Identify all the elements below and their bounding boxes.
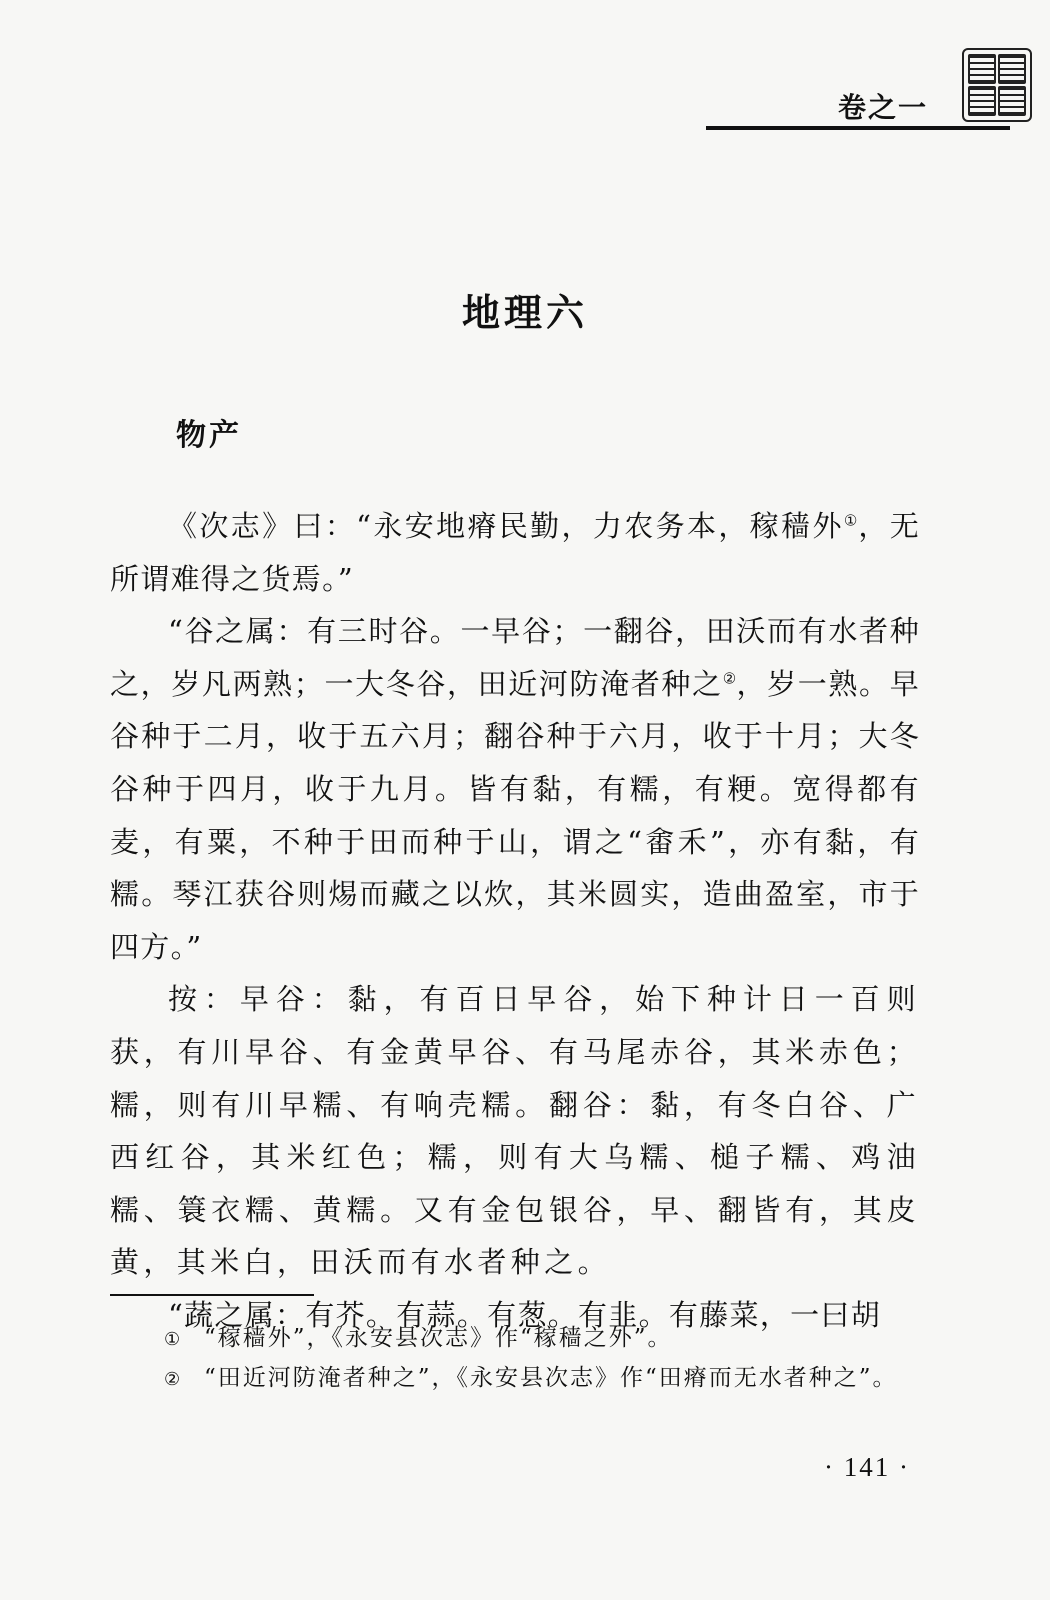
footnote-rule: [110, 1294, 314, 1296]
footnotes: [110, 1320, 920, 1400]
footnote: [110, 1320, 920, 1358]
footnote-ref[interactable]: ①: [843, 511, 859, 530]
page-number: · 141 ·: [824, 1452, 910, 1482]
footnote-text: “稼穑外”，《永安县次志》作“稼穑之外”。: [204, 1325, 673, 1351]
body-text: [110, 500, 920, 1342]
seal-quadrant: [998, 86, 1026, 116]
footnote-mark: ①: [164, 1329, 183, 1350]
seal-logo-icon: [962, 48, 1032, 122]
paragraph-text: 《次志》曰：“永安地瘠民勤，力农务本，稼穑外: [168, 509, 844, 543]
chapter-label: 卷之一: [837, 91, 928, 124]
section-title: 物产: [176, 418, 242, 453]
paragraph: 按：早谷：黏，有百日早谷，始下种计日一百则获，有川早谷、有金黄早谷、有马尾赤谷，其米赤色；糯，则有川早糯、有响壳糯。翻谷：黏，有冬白谷、广西红谷，其米红色；糯，则有大乌糯、槌子糯、鸡油糯、簑衣糯、黄糯。又有金包银谷，早、翻皆有，其皮黄，其米白，田沃而有水者种之。: [110, 982, 920, 1280]
footnote: [110, 1360, 920, 1398]
paragraph: [110, 605, 920, 973]
paragraph-text: “谷之属：有三时谷。一早谷；一翻谷，田沃而有水者种之，岁凡两熟；一大冬谷，田近河防淹者种之: [110, 614, 920, 701]
footnote-mark: ②: [164, 1369, 183, 1390]
seal-quadrant: [968, 54, 996, 84]
seal-quadrant: [998, 54, 1026, 84]
chapter-title: 地理六: [461, 291, 588, 335]
footnote-ref[interactable]: ②: [722, 669, 737, 688]
seal-quadrant: [968, 86, 996, 116]
running-header: [0, 0, 1050, 150]
paragraph: [110, 500, 920, 605]
paragraph: “蔬之属：有芥。有蒜。有葱。有韭。有藤菜，一曰胡: [168, 1297, 882, 1332]
footnote-text: “田近河防淹者种之”，《永安县次志》作“田瘠而无水者种之”。: [204, 1365, 898, 1391]
header-rule: [706, 126, 1010, 130]
paragraph-text: ，无所谓难得之货焉。”: [110, 509, 920, 596]
paragraph-text: ，岁一熟。早谷种于二月，收于五六月；翻谷种于六月，收于十月；大冬谷种于四月，收于九月。皆有黏，有糯，有粳。宽得都有麦，有粟，不种于田而种于山，谓之“畬禾”，亦有黏，有糯。琴江获谷则焬而藏之以炊，其米圆实，造曲盈室，市于四方。”: [110, 666, 920, 964]
